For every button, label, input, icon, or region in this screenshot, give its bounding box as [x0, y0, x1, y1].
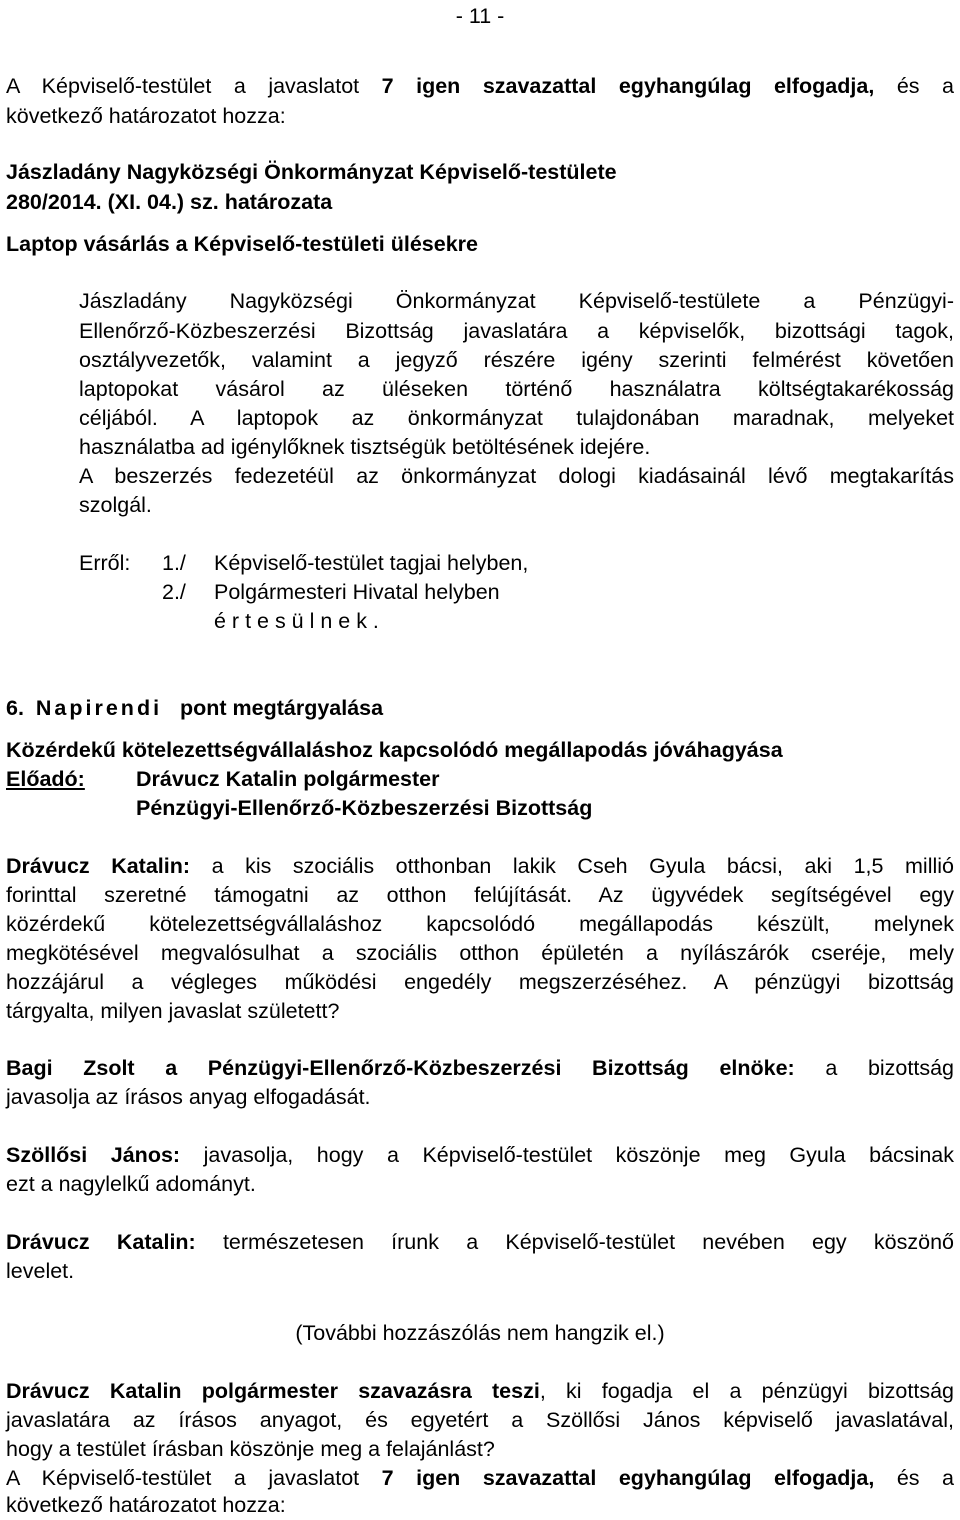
resolution-text-line: laptopokat vásárol az üléseken történő használatra költségtakarékosság — [79, 377, 954, 401]
speech-line: Drávucz Katalin: természetesen írunk a Képviselő-testület nevében egy köszönő — [6, 1230, 954, 1254]
adoption-text: A Képviselő-testület a javaslatot — [6, 1466, 382, 1490]
page-number: - 11 - — [455, 4, 505, 28]
speech-line: közérdekű kötelezettségvállaláshoz kapcsolódó megállapodás készült, melynek — [6, 912, 954, 936]
notify-closing: é r t e s ü l n e k . — [214, 609, 379, 633]
notify-recipient-1: Képviselő-testület tagjai helyben, — [214, 551, 529, 575]
resolution-number: 280/2014. (XI. 04.) sz. határozata — [6, 190, 333, 214]
speech-line: ezt a nagylelkű adományt. — [6, 1172, 256, 1196]
agenda-word: Napirendi — [35, 696, 163, 720]
vote-line: Drávucz Katalin polgármester szavazásra teszi, ki fogadja el a pénzügyi bizottság — [6, 1379, 954, 1403]
speaker-name: Drávucz Katalin: — [6, 1230, 196, 1254]
vote-line: hogy a testület írásban köszönje meg a felajánlást? — [6, 1437, 495, 1461]
notify-number-1: 1./ — [162, 551, 186, 575]
resolution-body: Jászladány Nagyközségi Önkormányzat Képviselő-testülete — [6, 160, 617, 184]
resolution-text-line: céljából. A laptopok az önkormányzat tulajdonában maradnak, melyeket — [79, 406, 954, 430]
presenter-label: Előadó: — [6, 767, 85, 791]
speech-line: Szöllősi János: javasolja, hogy a Képviselő-testület köszönje meg Gyula bácsinak — [6, 1143, 954, 1167]
resolution-text-line: Ellenőrző-Közbeszerzési Bizottság javaslatára a képviselők, bizottsági tagok, — [79, 319, 954, 343]
adoption-text-end: és a — [874, 1466, 954, 1490]
vote-result: 7 igen szavazattal egyhangúlag elfogadja, — [381, 74, 875, 98]
resolution-text-line: Jászladány Nagyközségi Önkormányzat Képviselő-testülete a Pénzügyi- — [79, 289, 954, 313]
resolution-text-line: osztályvezetők, valamint a jegyző részére igény szerinti felmérést követően — [79, 348, 954, 372]
speech-line: hozzájárul a végleges működési engedély megszerzéséhez. A pénzügyi bizottság — [6, 970, 954, 994]
speech-line: Drávucz Katalin: a kis szociális otthonban lakik Cseh Gyula bácsi, aki 1,5 millió — [6, 854, 954, 878]
speaker-name: Bagi Zsolt a Pénzügyi-Ellenőrző-Közbeszerzési Bizottság elnöke: — [6, 1056, 795, 1080]
agenda-rest: pont megtárgyalása — [179, 696, 384, 720]
speaker-name: Drávucz Katalin: — [6, 854, 191, 878]
no-more-comments: (További hozzászólás nem hangzik el.) — [295, 1321, 665, 1345]
agenda-heading — [6, 693, 954, 723]
speech-line: tárgyalta, milyen javaslat született? — [6, 999, 340, 1023]
speech-line: forinttal szeretné támogatni az otthon felújítását. Az ügyvédek segítségével egy — [6, 883, 954, 907]
notify-label: Erről: — [79, 551, 131, 575]
speech-line: javasolja az írásos anyag elfogadását. — [6, 1085, 371, 1109]
agenda-title: Közérdekű kötelezettségvállaláshoz kapcsolódó megállapodás jóváhagyása — [6, 738, 783, 762]
speech-line: Bagi Zsolt a Pénzügyi-Ellenőrző-Közbeszerzési Bizottság elnöke: a bizottság — [6, 1056, 954, 1080]
agenda-number: 6. — [6, 696, 24, 720]
adoption-statement — [6, 71, 954, 101]
adoption-statement-cont: következő határozatot hozza: — [6, 1493, 286, 1517]
resolution-text-line: szolgál. — [79, 493, 152, 517]
vote-speaker: Drávucz Katalin polgármester szavazásra teszi — [6, 1379, 540, 1403]
adoption-text: A Képviselő-testület a javaslatot — [6, 74, 382, 98]
presenter-committee: Pénzügyi-Ellenőrző-Közbeszerzési Bizottság — [136, 796, 593, 820]
presenter-name: Drávucz Katalin polgármester — [136, 767, 440, 791]
adoption-text-end: és a — [874, 74, 954, 98]
speech-line: levelet. — [6, 1259, 75, 1283]
notify-number-2: 2./ — [162, 580, 186, 604]
vote-line: javaslatára az írásos anyagot, és egyetért a Szöllősi János képviselő javaslatával, — [6, 1408, 954, 1432]
speaker-name: Szöllősi János: — [6, 1143, 181, 1167]
adoption-statement-cont: következő határozatot hozza: — [6, 104, 286, 128]
vote-result: 7 igen szavazattal egyhangúlag elfogadja, — [381, 1466, 875, 1490]
resolution-title: Laptop vásárlás a Képviselő-testületi ülésekre — [6, 232, 479, 256]
notify-recipient-2: Polgármesteri Hivatal helyben — [214, 580, 500, 604]
speech-line: megkötésével megvalósulhat a szociális otthon épületén a nyílászárók cseréje, mely — [6, 941, 954, 965]
resolution-text-line: használatba ad igénylőknek tisztségük betöltésének idejére. — [79, 435, 651, 459]
resolution-text-line: A beszerzés fedezetéül az önkormányzat dologi kiadásainál lévő megtakarítás — [79, 464, 954, 488]
adoption-statement — [6, 1463, 954, 1493]
